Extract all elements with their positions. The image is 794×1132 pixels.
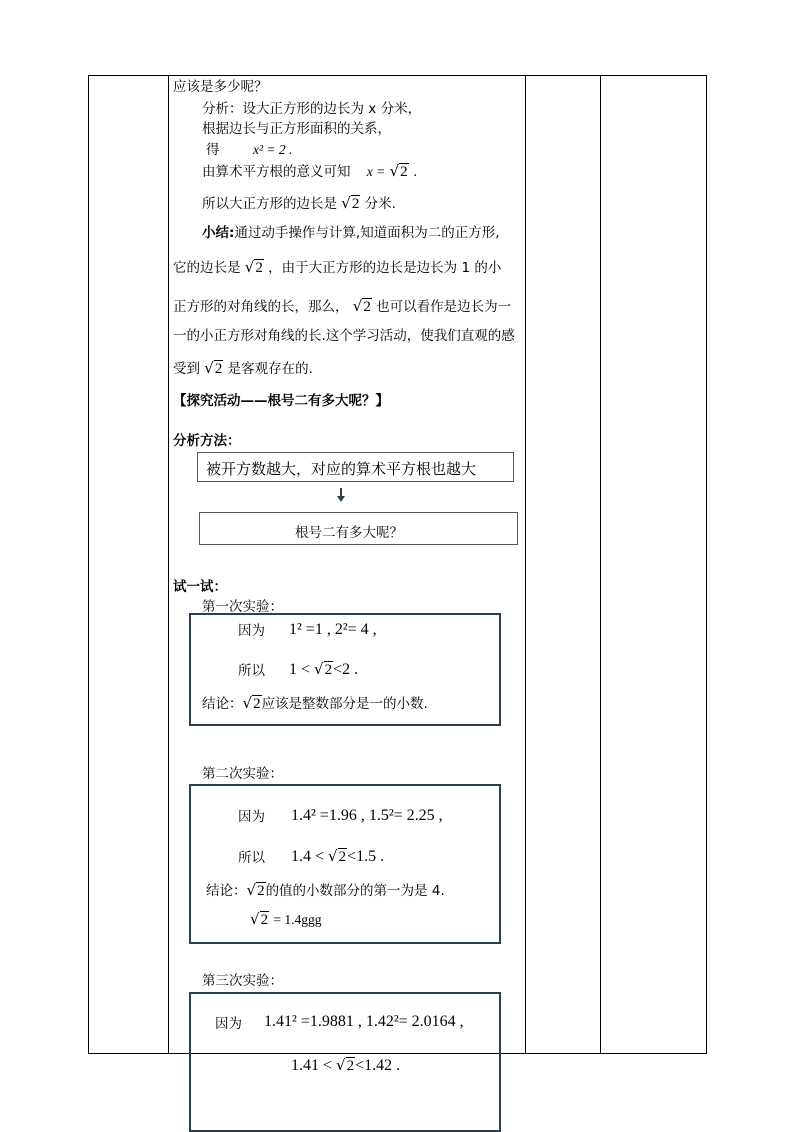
conclusion-line bbox=[202, 694, 428, 713]
analysis-line: 分析：设大正方形的边长为 x 分米， bbox=[202, 101, 422, 117]
approx-line bbox=[250, 910, 321, 929]
conclusion-text: 应该是整数部分是一的小数. bbox=[261, 696, 428, 712]
because-label: 因为 bbox=[238, 623, 265, 639]
summary-text: ，由于大正方形的边长是边长为 1 的小 bbox=[268, 260, 502, 276]
ineq-left: 1 < bbox=[289, 661, 311, 678]
down-arrow-icon bbox=[336, 488, 346, 502]
sqrt-two: √2 bbox=[341, 194, 360, 212]
explore-heading: 【探究活动——根号二有多大呢？】 bbox=[173, 393, 389, 409]
sqrt-two: √2 bbox=[328, 847, 347, 865]
conclusion-label: 结论： bbox=[206, 883, 247, 899]
table-col-border bbox=[168, 75, 169, 1054]
experiment-title: 第三次实验： bbox=[202, 973, 283, 989]
so-label: 所以 bbox=[238, 663, 265, 679]
table-col-border bbox=[88, 75, 89, 1054]
sqrt-two: √2 bbox=[389, 162, 408, 180]
so-label: 所以 bbox=[238, 850, 265, 866]
experiment-equation: 1.4² =1.96 , 1.5²= 2.25 , bbox=[291, 807, 443, 824]
summary-text: 它的边长是 bbox=[173, 260, 241, 276]
radicand: 2 bbox=[363, 299, 371, 315]
ineq-right: <1.5 . bbox=[347, 848, 385, 865]
experiment-inequality bbox=[289, 660, 358, 679]
summary-line bbox=[202, 224, 500, 242]
sqrt-two: √2 bbox=[314, 660, 333, 678]
radicand: 2 bbox=[255, 260, 263, 276]
analysis-x: x = bbox=[366, 164, 386, 179]
radicand: 2 bbox=[253, 696, 261, 712]
approx-value: = 1.4ggg bbox=[273, 912, 322, 927]
radicand: 2 bbox=[346, 1058, 355, 1074]
sqrt-two: √2 bbox=[352, 297, 371, 315]
summary-text: 是客观存在的. bbox=[227, 361, 313, 377]
method-label: 分析方法： bbox=[173, 433, 241, 449]
experiment-equation: 1² =1 , 2²= 4 , bbox=[289, 621, 377, 638]
radicand: 2 bbox=[351, 196, 360, 212]
flow-box-bottom bbox=[199, 512, 518, 545]
ineq-right: <1.42 . bbox=[355, 1057, 401, 1074]
radicand: 2 bbox=[324, 662, 333, 678]
summary-line bbox=[173, 258, 501, 277]
radicand: 2 bbox=[257, 883, 265, 899]
analysis-label: 得 bbox=[206, 142, 220, 158]
sqrt-two: √2 bbox=[244, 258, 263, 276]
analysis-line bbox=[202, 162, 417, 181]
sqrt-two: √2 bbox=[242, 694, 261, 712]
flow-box-top bbox=[197, 452, 514, 482]
flow-box-text: 被开方数越大，对应的算术平方根也越大 bbox=[206, 460, 477, 478]
conclusion-line bbox=[206, 881, 445, 900]
ineq-left: 1.4 < bbox=[291, 848, 325, 865]
radicand: 2 bbox=[338, 849, 347, 865]
analysis-line: 应该是多少呢？ bbox=[173, 79, 268, 95]
summary-label: 小结: bbox=[202, 225, 235, 241]
analysis-line bbox=[202, 194, 396, 213]
table-col-border bbox=[706, 75, 707, 1054]
radicand: 2 bbox=[260, 912, 269, 928]
because-label: 因为 bbox=[238, 809, 265, 825]
sqrt-two: √2 bbox=[250, 910, 269, 928]
summary-text: 也可以看作是边长为一 bbox=[376, 299, 512, 315]
summary-text: 受到 bbox=[173, 361, 200, 377]
summary-line bbox=[173, 297, 511, 316]
ineq-left: 1.41 < bbox=[291, 1057, 333, 1074]
conclusion-text: 的值的小数部分的第一为是 4. bbox=[265, 883, 445, 899]
analysis-line: 根据边长与正方形面积的关系， bbox=[202, 121, 391, 137]
sqrt-two: √2 bbox=[204, 359, 223, 377]
experiment-title: 第一次实验： bbox=[202, 599, 283, 615]
sqrt-two: √2 bbox=[246, 881, 265, 899]
table-top-border bbox=[88, 75, 707, 76]
table-col-border bbox=[600, 75, 601, 1054]
analysis-equation: x² = 2 . bbox=[253, 142, 293, 157]
summary-text: 正方形的对角线的长，那么， bbox=[173, 299, 349, 315]
experiment-equation: 1.41² =1.9881 , 1.42²= 2.0164 , bbox=[264, 1013, 464, 1030]
analysis-period: . bbox=[412, 164, 418, 180]
radicand: 2 bbox=[214, 361, 223, 377]
experiment-title: 第二次实验： bbox=[202, 766, 283, 782]
sqrt-two: √2 bbox=[336, 1056, 355, 1074]
because-label: 因为 bbox=[215, 1016, 242, 1032]
summary-line bbox=[173, 359, 313, 378]
radicand: 2 bbox=[400, 164, 408, 180]
flow-box-text: 根号二有多大呢？ bbox=[295, 525, 403, 541]
summary-text: 通过动手操作与计算,知道面积为二的正方形, bbox=[234, 225, 500, 241]
try-label: 试一试： bbox=[173, 579, 227, 595]
experiment-inequality bbox=[291, 847, 384, 866]
table-col-border bbox=[525, 75, 526, 1054]
analysis-text: 所以大正方形的边长是 bbox=[202, 196, 337, 212]
ineq-right: <2 . bbox=[333, 661, 359, 678]
experiment-inequality bbox=[291, 1056, 400, 1075]
summary-line: 一的小正方形对角线的长.这个学习活动，使我们直观的感 bbox=[173, 328, 515, 344]
analysis-text: 由算术平方根的意义可知 bbox=[202, 164, 351, 180]
conclusion-label: 结论： bbox=[202, 696, 243, 712]
analysis-text: 分米. bbox=[364, 196, 396, 212]
